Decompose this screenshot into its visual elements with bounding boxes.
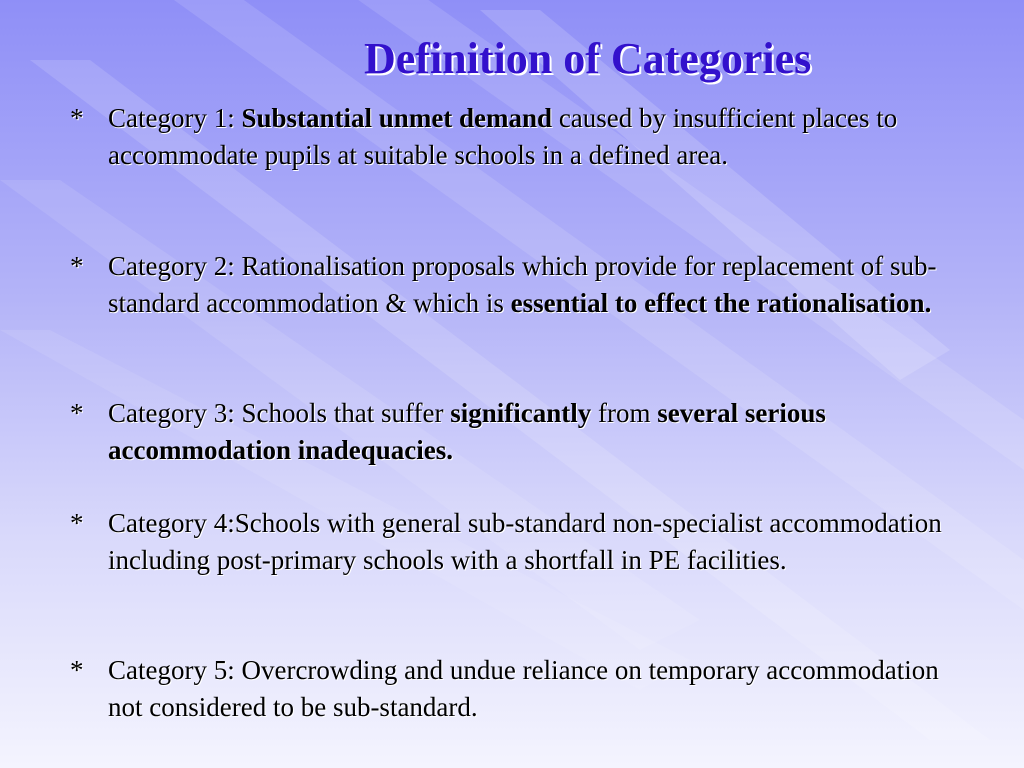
category-item-4 (70, 505, 978, 578)
category-1-text: caused by insufficient places to accommodate pupils at suitable schools in a defined area. (108, 103, 898, 170)
category-2-text: Category 2: Rationalisation proposals which provide for replacement of sub-standard accommodation & which is (108, 251, 937, 318)
category-1-bold: Substantial unmet demand (241, 103, 553, 133)
bullet-marker: * (70, 508, 84, 538)
category-item-3 (70, 395, 978, 468)
bullet-marker: * (70, 103, 84, 133)
category-3-bold-inadequacies: several serious accommodation inadequacies. (108, 398, 826, 465)
slide-title: Definition of Categories (364, 34, 812, 83)
category-1-prefix: Category 1: (108, 103, 242, 133)
category-5-text: Category 5: Overcrowding and undue reliance on temporary accommodation not considered to be sub-standard. (108, 655, 939, 722)
bullet-marker: * (70, 655, 84, 685)
category-4-text: Category 4:Schools with general sub-standard non-specialist accommodation including post-primary schools with a shortfall in PE facilities. (108, 508, 942, 575)
category-item-5 (70, 652, 978, 725)
category-3-text: Category 3: Schools that suffer (108, 398, 451, 428)
bullet-marker: * (70, 251, 84, 281)
category-3-text-from: from (591, 398, 658, 428)
bullet-marker: * (70, 398, 84, 428)
category-item-1 (70, 100, 978, 173)
category-2-bold: essential to effect the rationalisation. (510, 287, 932, 318)
category-3-bold-significantly: significantly (450, 398, 592, 428)
category-item-2 (70, 248, 978, 321)
